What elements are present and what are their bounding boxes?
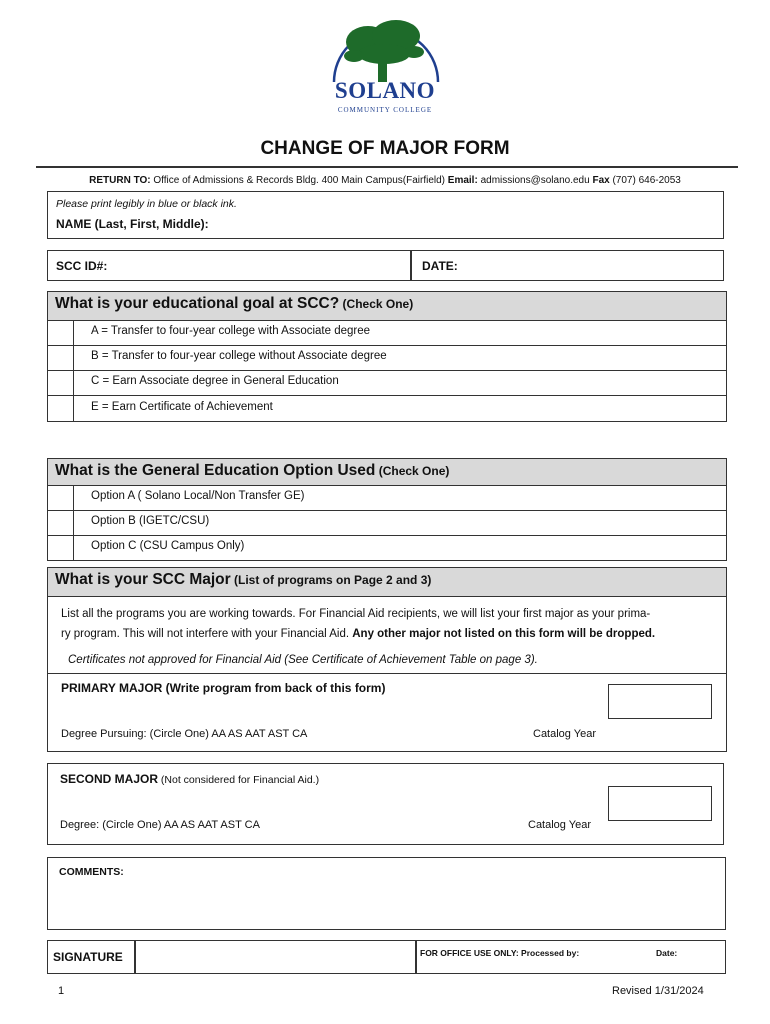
second-catalog-year-field[interactable] [608, 786, 712, 821]
ge-checkbox-b[interactable] [48, 511, 74, 535]
office-date-label: Date: [656, 948, 678, 958]
major-heading: What is your SCC Major [55, 571, 231, 588]
return-address: Office of Admissions & Records Bldg. 400 Main Campus(Fairfield) [150, 175, 448, 186]
ge-option-b-label: Option B (IGETC/CSU) [91, 515, 210, 527]
signature-row [47, 940, 726, 974]
major-section-heading [47, 567, 727, 597]
email-value: admissions@solano.edu [477, 175, 593, 186]
email-label: Email: [447, 175, 478, 186]
goal-heading: What is your educational goal at SCC? [55, 295, 340, 312]
id-date-box [47, 250, 724, 281]
goal-option-b[interactable] [47, 346, 727, 371]
ge-heading-note: (Check One) [375, 464, 450, 478]
ge-option-a-label: Option A ( Solano Local/Non Transfer GE) [91, 490, 305, 502]
major-heading-note: (List of programs on Page 2 and 3) [230, 573, 432, 587]
id-date-divider [410, 251, 412, 280]
primary-major-label: PRIMARY MAJOR (Write program from back of this form) [61, 681, 386, 695]
major-desc-line1: List all the programs you are working towards. For Financial Aid recipients, we will list your first major as your prima- [61, 608, 651, 620]
office-use-label: FOR OFFICE USE ONLY: Processed by: [420, 948, 580, 958]
name-box[interactable] [47, 191, 724, 239]
goal-checkbox-c[interactable] [48, 371, 74, 395]
title-divider [36, 166, 738, 168]
ge-option-c-label: Option C (CSU Campus Only) [91, 540, 245, 552]
major-desc-line2: ry program. This will not interfere with your Financial Aid. [61, 628, 353, 640]
print-note: Please print legibly in blue or black ink. [56, 198, 237, 210]
name-label: NAME (Last, First, Middle): [56, 217, 209, 231]
goal-option-a-label: A = Transfer to four-year college with Associate degree [91, 325, 371, 337]
goal-option-c[interactable] [47, 371, 727, 396]
date-label: DATE: [422, 259, 458, 273]
ge-checkbox-c[interactable] [48, 536, 74, 560]
second-degree-choices: Degree: (Circle One) AA AS AAT AST CA [60, 819, 260, 831]
ge-heading: What is the General Education Option Used [55, 462, 376, 479]
major-description [61, 604, 721, 644]
fax-value: (707) 646-2053 [609, 175, 681, 186]
ge-option-a[interactable] [47, 486, 727, 511]
second-major-label: SECOND MAJOR [60, 772, 159, 786]
fax-label: Fax [592, 175, 610, 186]
return-label: RETURN TO: [89, 175, 151, 186]
second-catalog-year-label: Catalog Year [528, 819, 591, 831]
goal-option-c-label: C = Earn Associate degree in General Education [91, 375, 339, 387]
college-logo [326, 12, 444, 120]
goal-option-a[interactable] [47, 321, 727, 346]
goal-section-heading [47, 291, 727, 321]
signature-field[interactable] [136, 941, 415, 973]
primary-degree-choices: Degree Pursuing: (Circle One) AA AS AAT AST CA [61, 728, 308, 740]
certificate-note: Certificates not approved for Financial Aid (See Certificate of Achievement Table on page 3). [68, 654, 538, 666]
goal-option-e-label: E = Earn Certificate of Achievement [91, 401, 273, 413]
goal-checkbox-a[interactable] [48, 321, 74, 345]
goal-option-e[interactable] [47, 396, 727, 422]
major-divider [48, 673, 726, 674]
comments-box[interactable] [47, 857, 726, 930]
logo-name: SOLANO [334, 78, 436, 103]
logo-subtitle: COMMUNITY COLLEGE [337, 106, 433, 114]
ge-option-b[interactable] [47, 511, 727, 536]
goal-heading-note: (Check One) [339, 297, 414, 311]
second-major-note: (Not considered for Financial Aid.) [158, 774, 320, 786]
goal-checkbox-b[interactable] [48, 346, 74, 370]
ge-section-heading [47, 458, 727, 486]
ge-option-c[interactable] [47, 536, 727, 561]
major-drop-warning: Any other major not listed on this form will be dropped. [352, 628, 656, 640]
page-number: 1 [58, 985, 65, 997]
primary-catalog-year-label: Catalog Year [533, 728, 596, 740]
second-major-title [60, 772, 319, 786]
major-section-body [47, 597, 727, 752]
ge-checkbox-a[interactable] [48, 486, 74, 510]
revision-date: Revised 1/31/2024 [612, 985, 704, 997]
goal-checkbox-e[interactable] [48, 396, 74, 421]
form-title: CHANGE OF MAJOR FORM [260, 138, 510, 159]
comments-label: COMMENTS: [59, 866, 124, 878]
signature-label: SIGNATURE [53, 950, 123, 964]
primary-catalog-year-field[interactable] [608, 684, 712, 719]
goal-option-b-label: B = Transfer to four-year college without Associate degree [91, 350, 387, 362]
return-to-line [0, 175, 770, 186]
scc-id-label: SCC ID#: [56, 259, 108, 273]
signature-divider-right [415, 941, 417, 973]
